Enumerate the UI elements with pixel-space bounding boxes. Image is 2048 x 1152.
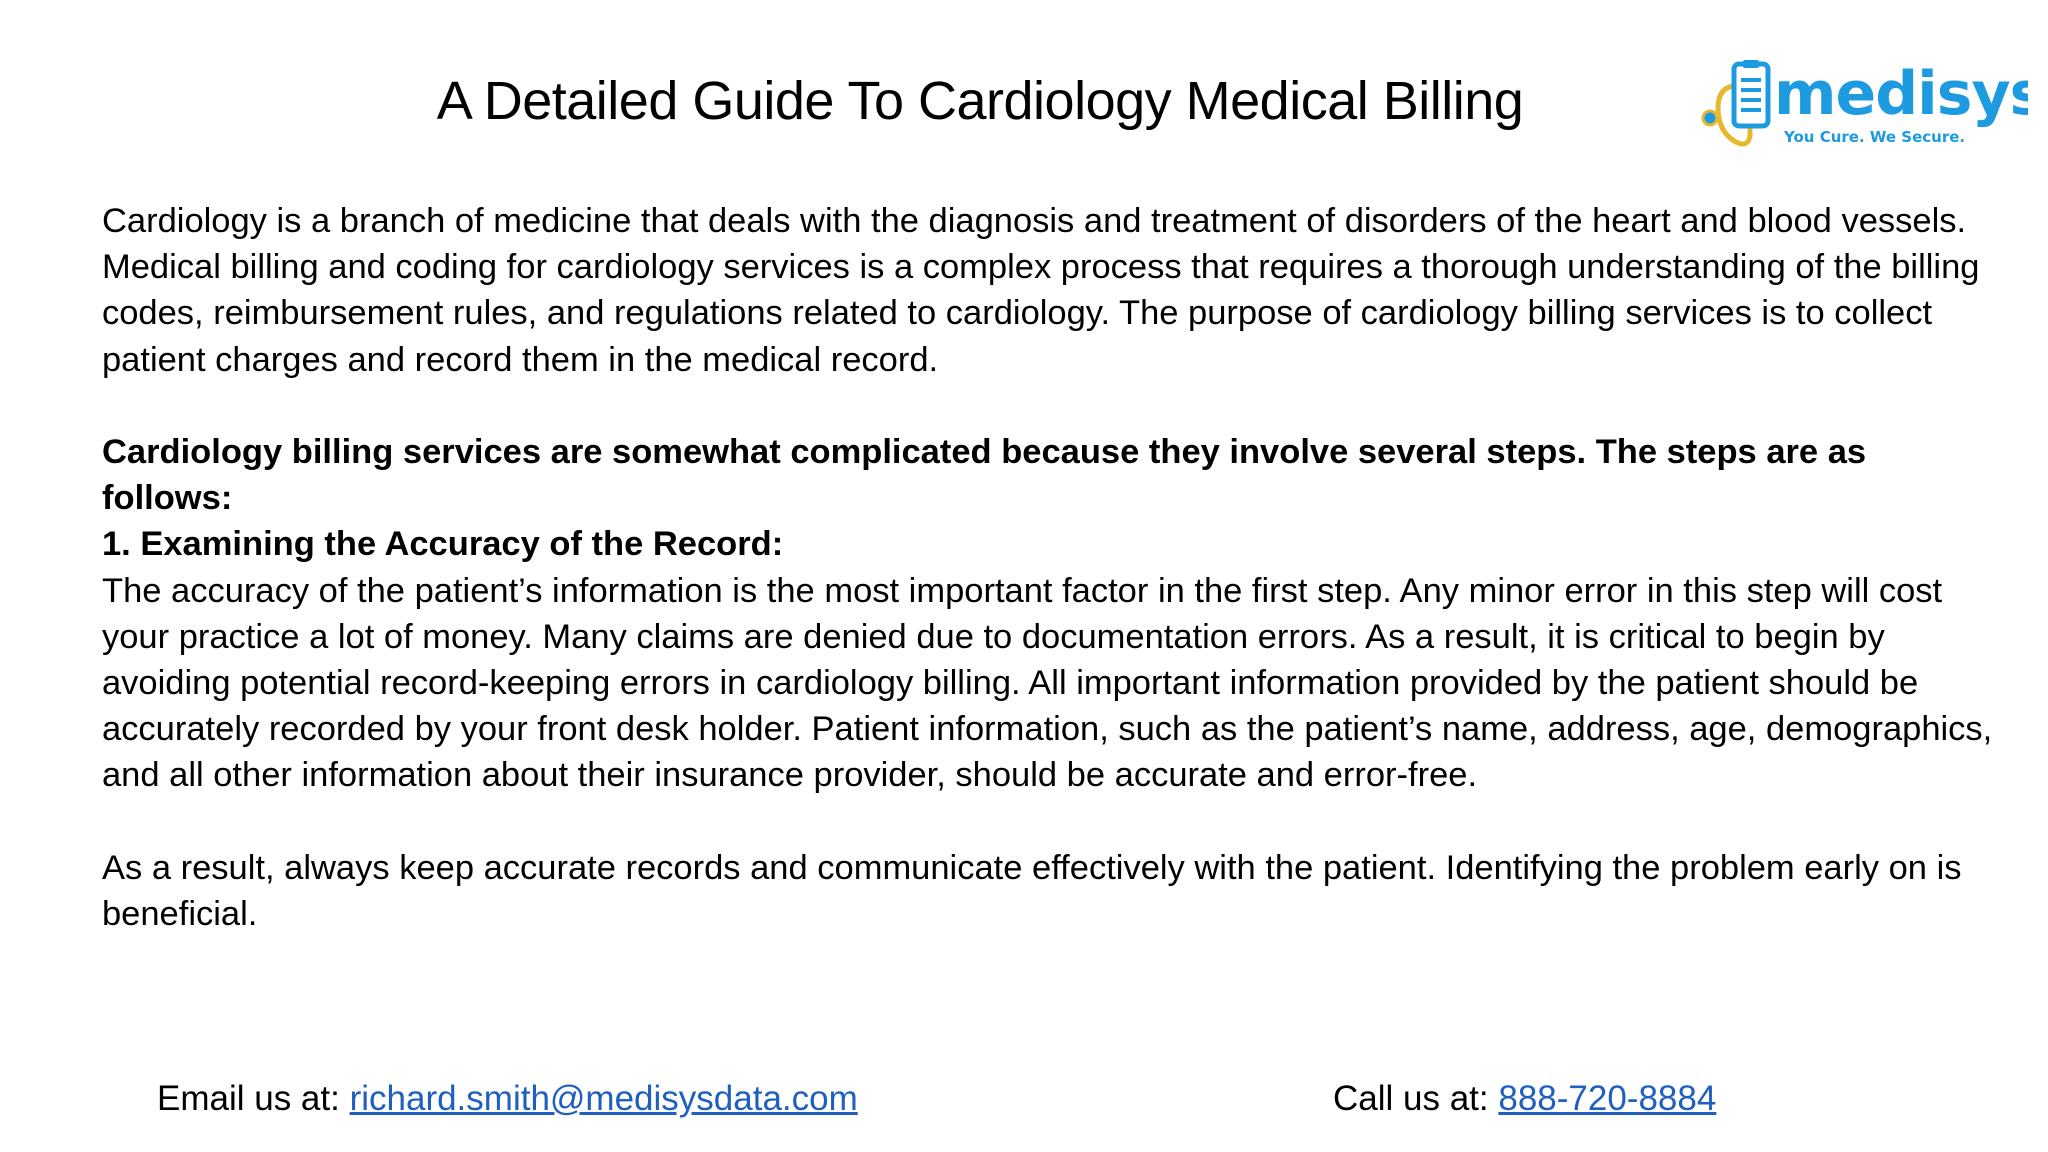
logo-tagline: You Cure. We Secure.	[1784, 128, 1966, 146]
phone-link[interactable]: 888-720-8884	[1498, 1079, 1717, 1118]
email-link[interactable]: richard.smith@medisysdata.com	[349, 1079, 858, 1118]
paragraph-spacer	[102, 799, 2002, 845]
step1-heading: 1. Examining the Accuracy of the Record:	[102, 525, 784, 564]
footer-call	[1333, 1076, 1716, 1122]
stethoscope-clipboard-icon	[1703, 60, 1768, 144]
medisys-logo	[1698, 56, 2028, 156]
body-content	[102, 198, 2002, 937]
closing-paragraph: As a result, always keep accurate records and communicate effectively with the patient. Identifying the problem early on is beneficial.	[102, 848, 1962, 934]
step1-paragraph: The accuracy of the patient’s information is the most important factor in the first step. Any minor error in this step will cost your practice a lot of money. Many claims are denied due to documentation errors. As a result, it is critical to begin by avoiding potential record-keeping errors in cardiology billing. All important information provided by the patient should be accurately recorded by your front desk holder. Patient information, such as the patient’s name, address, age, demographics, and all other information about their insurance provider, should be accurate and error-free.	[102, 571, 1993, 795]
intro-paragraph: Cardiology is a branch of medicine that deals with the diagnosis and treatment of disorders of the heart and blood vessels. Medical billing and coding for cardiology services is a complex process that requires a thorough understanding of the billing codes, reimbursement rules, and regulations related to cardiology. The purpose of cardiology billing services is to collect patient charges and record them in the medical record.	[102, 202, 1980, 379]
email-label: Email us at:	[157, 1079, 350, 1118]
page-title: A Detailed Guide To Cardiology Medical Billing	[436, 71, 1524, 131]
logo-wordmark: medisys	[1774, 59, 2028, 129]
call-label: Call us at:	[1333, 1079, 1499, 1118]
paragraph-spacer	[102, 383, 2002, 429]
steps-heading: Cardiology billing services are somewhat complicated because they involve several steps. The steps are as follows:	[102, 433, 1867, 518]
footer-email	[157, 1076, 858, 1122]
